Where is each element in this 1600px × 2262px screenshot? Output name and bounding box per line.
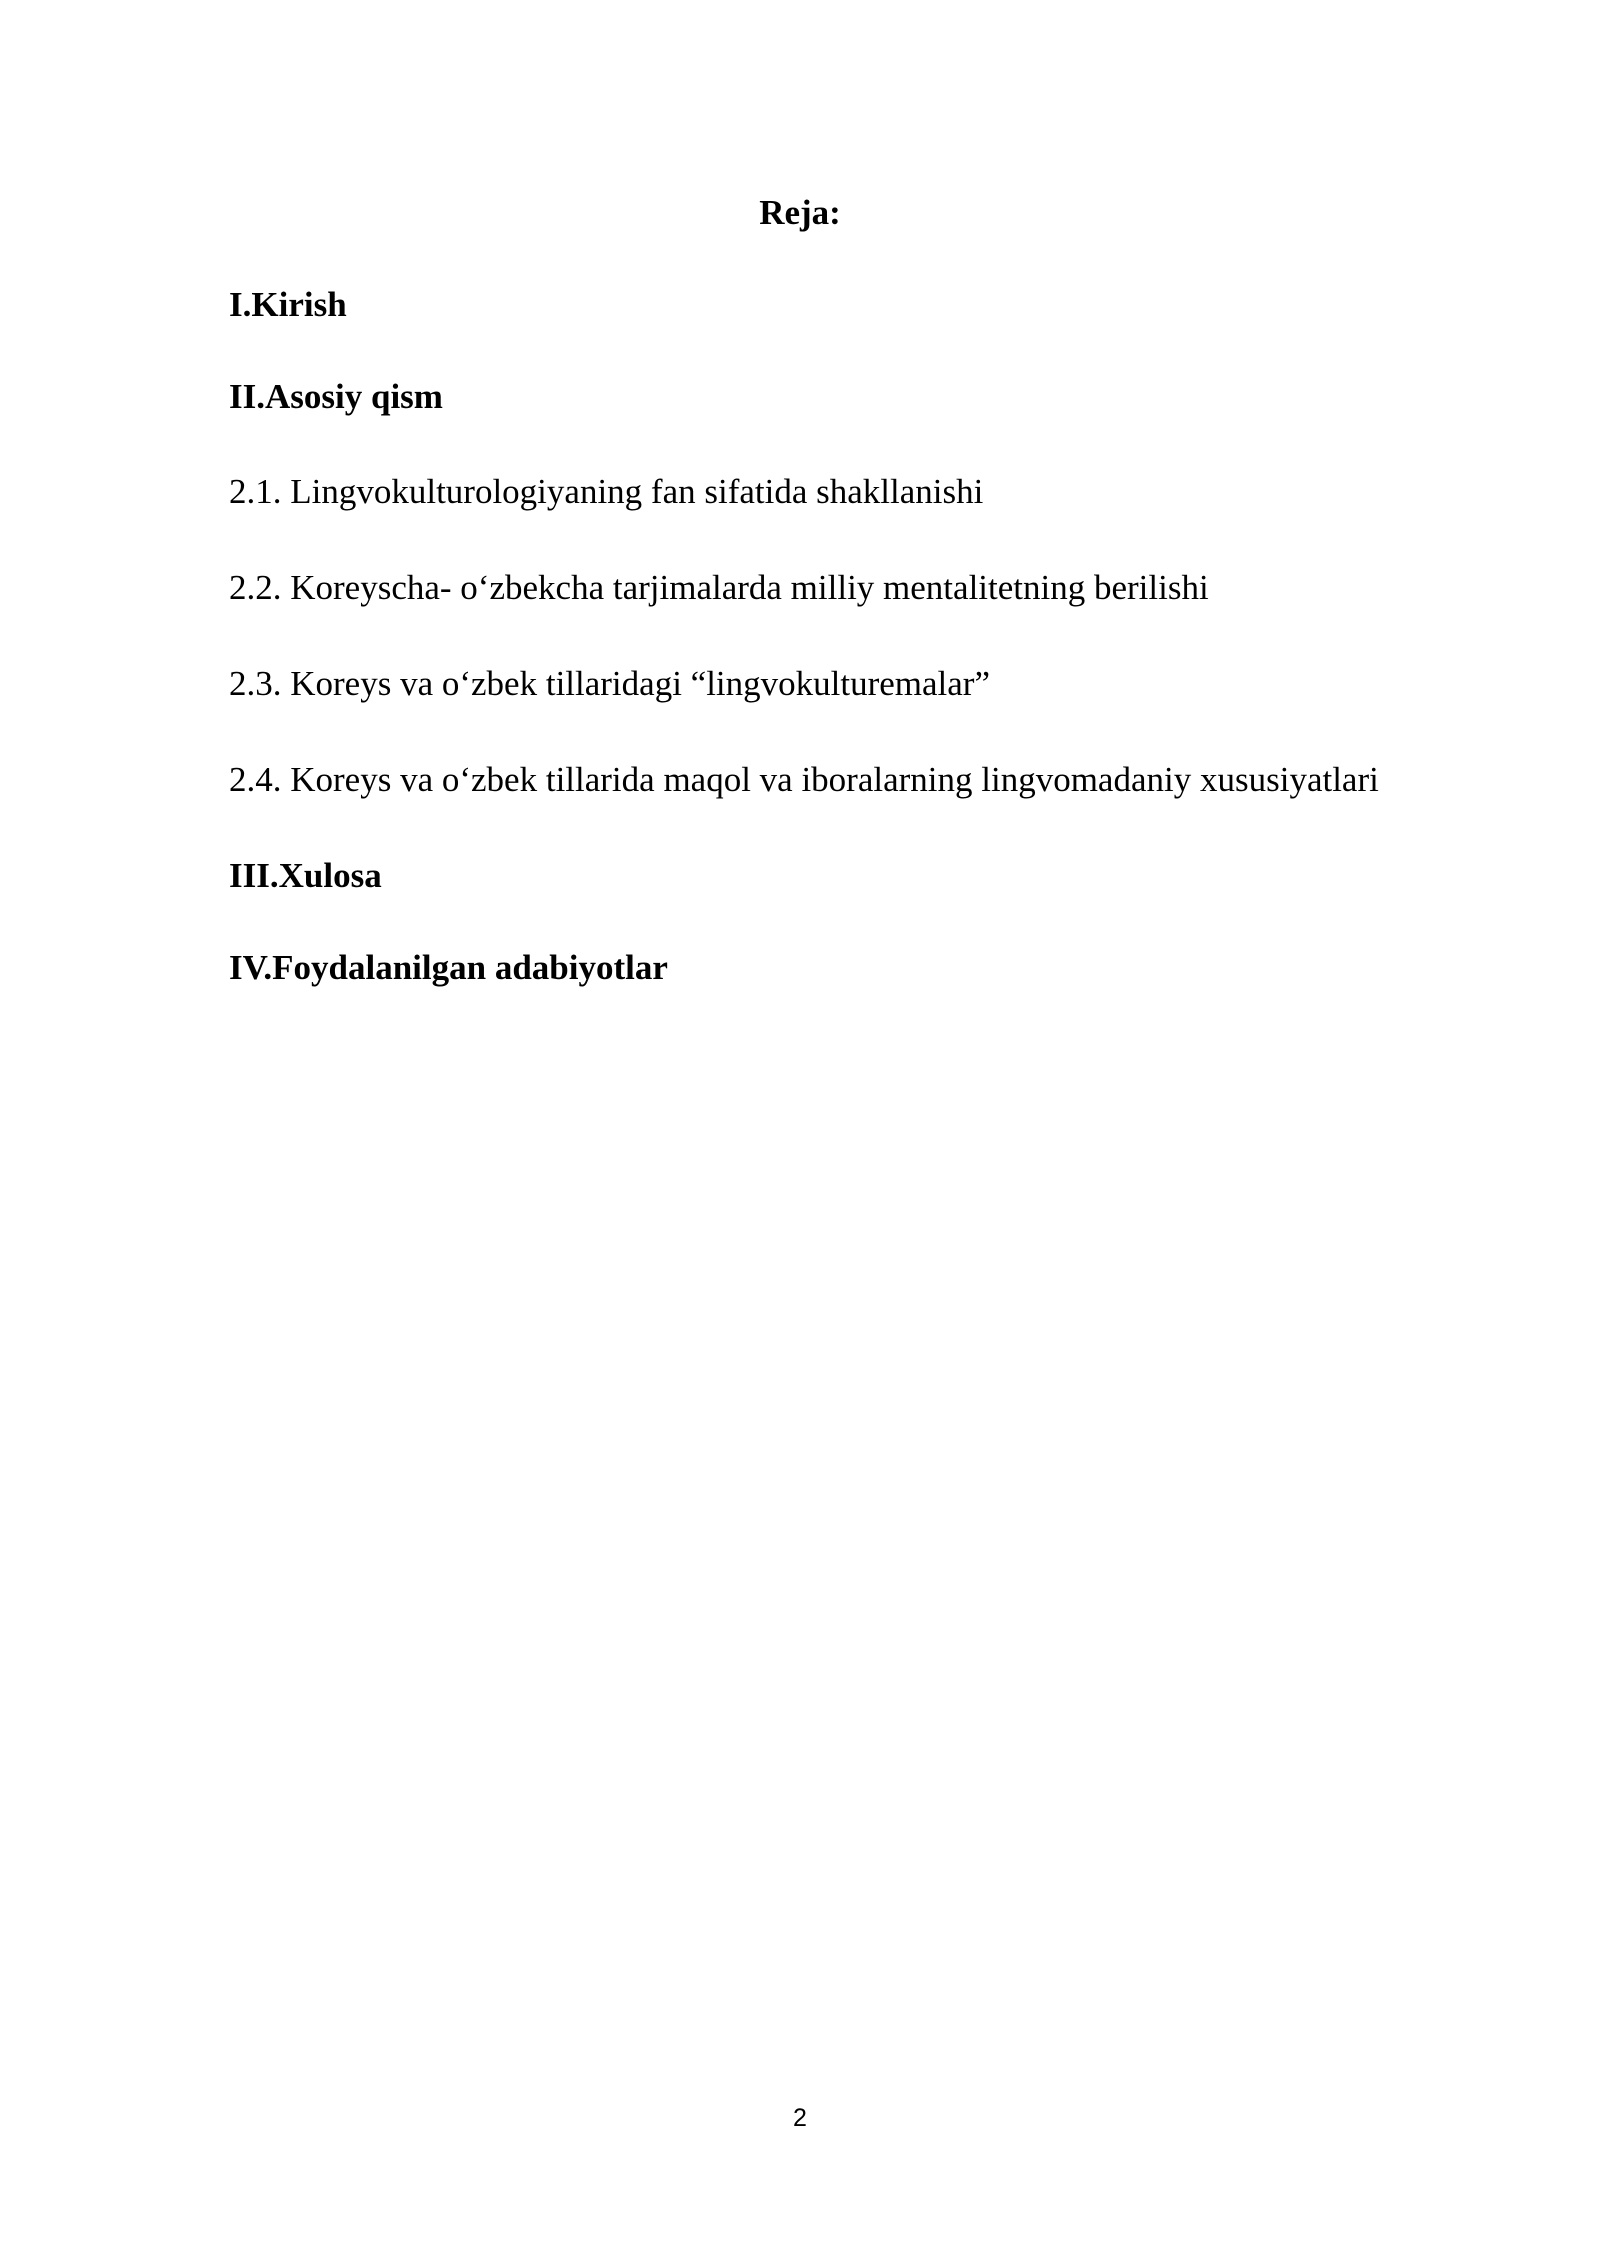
outline-item-references: IV.Foydalanilgan adabiyotlar [229, 948, 668, 987]
page-number: 2 [793, 2104, 807, 2132]
outline-item-2-1: 2.1. Lingvokulturologiyaning fan sifatida shakllanishi [229, 472, 984, 511]
plan-outline [229, 280, 1559, 993]
outline-item-2-4: 2.4. Koreys va o‘zbek tillarida maqol va iboralarning lingvomadaniy xususiyatlari [229, 760, 1379, 799]
outline-item-conclusion: III.Xulosa [229, 856, 382, 895]
outline-item-main-part: II.Asosiy qism [229, 377, 443, 416]
outline-item-2-3: 2.3. Koreys va o‘zbek tillaridagi “lingvokulturemalar” [229, 664, 990, 703]
outline-item-introduction: I.Kirish [229, 285, 347, 324]
outline-item-2-2: 2.2. Koreyscha- o‘zbekcha tarjimalarda milliy mentalitetning berilishi [229, 568, 1209, 607]
page-title: Reja: [759, 193, 841, 232]
